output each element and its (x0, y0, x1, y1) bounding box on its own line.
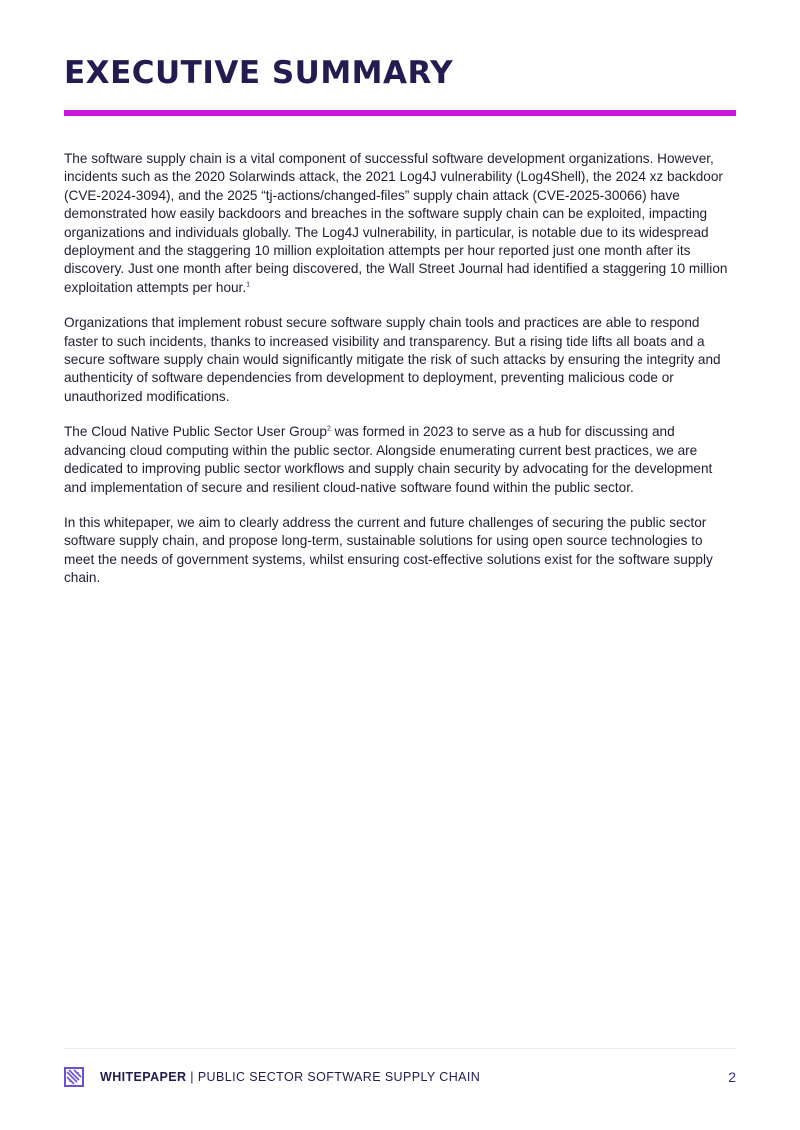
paragraph-3 (64, 423, 736, 497)
paragraph-3-text-b: was formed in 2023 to serve as a hub for discussing and advancing cloud computing within the public sector. Alongside enumerating current best practices, we are dedicated to improving public sector workflows and supply chain security by advocating for the development and implementation of secure and resilient cloud-native software found within the public sector. (64, 424, 713, 495)
paragraph-1 (64, 150, 736, 297)
footnote-ref-1[interactable]: 1 (246, 281, 251, 289)
paragraph-4: In this whitepaper, we aim to clearly address the current and future challenges of securing the public sector software supply chain, and propose long-term, sustainable solutions for using open source technologies to meet the needs of government systems, whilst ensuring cost-effective solutions exist for the software supply chain. (64, 514, 713, 586)
page-number: 2 (728, 1069, 736, 1085)
paragraph-2: Organizations that implement robust secure software supply chain tools and practices are able to respond faster to such incidents, thanks to increased visibility and transparency. But a rising tide lifts all boats and a secure software supply chain would significantly mitigate the risk of such attacks by ensuring the integrity and authenticity of software dependencies from development to deployment, preventing malicious code or unauthorized modifications. (64, 315, 721, 404)
title-underline (64, 110, 736, 116)
page-title: EXECUTIVE SUMMARY (64, 55, 454, 91)
footer-divider (64, 1048, 736, 1049)
page-footer (64, 1066, 736, 1088)
executive-summary-body (64, 150, 736, 605)
footnote-ref-2[interactable]: 2 (326, 425, 331, 433)
footer-label-rest: | PUBLIC SECTOR SOFTWARE SUPPLY CHAIN (186, 1070, 481, 1084)
paragraph-1-text: The software supply chain is a vital component of successful software development organizations. However, incidents such as the 2020 Solarwinds attack, the 2021 Log4J vulnerability (Log4Shell), the 2024 xz backdoor (CVE-2024-3094), and the 2025 “tj-actions/changed-files” supply chain attack (CVE-2025-30066) have demonstrated how easily backdoors and breaches in the software supply chain can be exploited, impacting organizations and individuals globally. The Log4J vulnerability, in particular, is notable due to its widespread deployment and the staggering 10 million exploitation attempts per hour reported just one month after its discovery. Just one month after being discovered, the Wall Street Journal had identified a staggering 10 million exploitation attempts per hour. (64, 151, 728, 295)
cncf-logo-icon (64, 1067, 84, 1087)
footer-label (100, 1070, 480, 1084)
footer-label-bold: WHITEPAPER (100, 1070, 187, 1084)
paragraph-3-text-a: The Cloud Native Public Sector User Group (64, 424, 327, 440)
